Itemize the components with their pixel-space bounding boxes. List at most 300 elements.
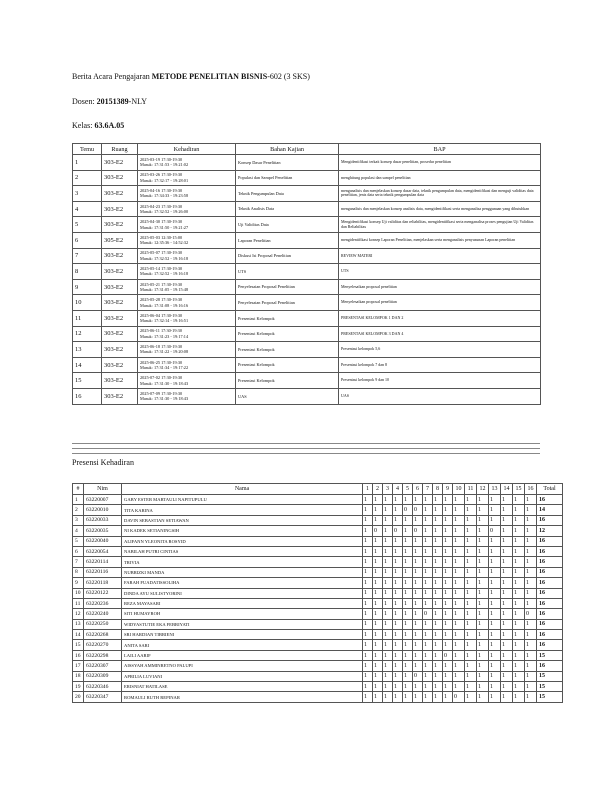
attendance-row: [73, 526, 563, 536]
attendance-mark: 1: [373, 650, 383, 660]
meeting-room: 303-E2: [102, 295, 138, 311]
attendance-mark: 1: [383, 557, 393, 567]
attendance-total: 15: [537, 692, 563, 702]
attendance-mark: 0: [489, 526, 501, 536]
attendance-mark: 1: [465, 588, 477, 598]
kelas-value: 63.6A.05: [94, 121, 125, 130]
col-session-13: 13: [489, 484, 501, 495]
attendance-mark: 1: [525, 692, 537, 702]
attendance-mark: 1: [489, 536, 501, 546]
attendance-mark: 1: [433, 578, 443, 588]
attendance-mark: 1: [443, 671, 453, 681]
student-name: WIDYASTUTIE EKA FEBRIYATI: [122, 619, 363, 629]
student-nim: 63220040: [84, 536, 122, 546]
student-name: SITI HUMAYROH: [122, 609, 363, 619]
meeting-kehadiran: [138, 279, 236, 295]
attendance-mark: 1: [393, 609, 403, 619]
student-name: ROMAULI RUTH REPINAR: [122, 692, 363, 702]
attendance-mark: 1: [403, 515, 413, 525]
meeting-room: 303-E2: [102, 201, 138, 217]
attendance-mark: 1: [373, 661, 383, 671]
attendance-row: [73, 536, 563, 546]
attendance-mark: 1: [423, 661, 433, 671]
meeting-bahan-kajian: Teknik Pengumpulan Data: [236, 186, 339, 202]
meeting-bahan-kajian: Populasi dan Sampel Penelitian: [236, 170, 339, 186]
attendance-row: [73, 515, 563, 525]
attendance-total: 16: [537, 515, 563, 525]
meeting-row: [73, 248, 541, 264]
student-number: 1: [73, 495, 84, 505]
col-session-5: 5: [403, 484, 413, 495]
attendance-row: [73, 588, 563, 598]
attendance-mark: 1: [393, 661, 403, 671]
meeting-number: 5: [73, 217, 102, 233]
attendance-mark: 0: [413, 505, 423, 515]
attendance-mark: 1: [363, 630, 373, 640]
attendance-total: 15: [537, 682, 563, 692]
attendance-mark: 1: [525, 630, 537, 640]
attendance-mark: 1: [413, 650, 423, 660]
attendance-mark: 1: [433, 557, 443, 567]
attendance-mark: 1: [501, 495, 513, 505]
attendance-mark: 1: [513, 536, 525, 546]
student-number: 10: [73, 588, 84, 598]
attendance-mark: 1: [453, 661, 465, 671]
attendance-mark: 1: [363, 526, 373, 536]
course-suffix: -602 (3 SKS): [267, 72, 310, 81]
attendance-mark: 1: [383, 536, 393, 546]
attendance-mark: 1: [453, 682, 465, 692]
attendance-mark: 1: [513, 515, 525, 525]
attendance-row: [73, 692, 563, 702]
attendance-mark: 1: [383, 650, 393, 660]
meeting-kehadiran: [138, 170, 236, 186]
attendance-mark: 1: [465, 609, 477, 619]
meeting-row: [73, 155, 541, 171]
student-name: ANITA SARI: [122, 640, 363, 650]
attendance-total: 14: [537, 505, 563, 515]
meeting-number: 1: [73, 155, 102, 171]
meeting-row: [73, 170, 541, 186]
attendance-mark: 1: [489, 630, 501, 640]
attendance-mark: 1: [383, 609, 393, 619]
attendance-mark: 1: [443, 557, 453, 567]
attendance-mark: 1: [373, 567, 383, 577]
meeting-number: 2: [73, 170, 102, 186]
attendance-mark: 1: [443, 682, 453, 692]
attendance-mark: 1: [453, 567, 465, 577]
attendance-mark: 1: [373, 619, 383, 629]
student-nim: 63220116: [84, 567, 122, 577]
student-number: 6: [73, 546, 84, 556]
student-number: 2: [73, 505, 84, 515]
meeting-check-in: Masuk: 17:32:14 - 19:16:51: [140, 318, 189, 324]
meeting-check-in: Masuk: 17:31:05 - 19:15:48: [140, 287, 189, 293]
attendance-mark: 1: [363, 546, 373, 556]
attendance-mark: 1: [383, 578, 393, 588]
meeting-row: [73, 373, 541, 389]
attendance-mark: 1: [363, 515, 373, 525]
attendance-mark: 1: [363, 536, 373, 546]
attendance-mark: 1: [501, 578, 513, 588]
attendance-row: [73, 505, 563, 515]
attendance-mark: 1: [383, 619, 393, 629]
attendance-mark: 1: [525, 578, 537, 588]
attendance-row: [73, 557, 563, 567]
attendance-mark: 1: [433, 505, 443, 515]
attendance-mark: 1: [477, 682, 489, 692]
attendance-mark: 1: [413, 588, 423, 598]
attendance-mark: 1: [513, 567, 525, 577]
attendance-mark: 1: [477, 557, 489, 567]
attendance-mark: 1: [501, 640, 513, 650]
meeting-check-in: Masuk: 17:32:17 - 19:28:01: [140, 177, 189, 183]
student-name: NI KADEK SETIANINGSIH: [122, 526, 363, 536]
attendance-mark: 1: [513, 650, 525, 660]
attendance-mark: 1: [453, 536, 465, 546]
student-nim: 63220010: [84, 505, 122, 515]
meeting-check-in: Masuk: 17:31:22 - 19:20:08: [140, 349, 189, 355]
meeting-row: [73, 326, 541, 342]
attendance-mark: 1: [443, 619, 453, 629]
attendance-mark: 1: [489, 650, 501, 660]
student-name: SRI HARDIAN TIBRIENI: [122, 630, 363, 640]
student-name: AISSYAH AMMINRETNO PALUPI: [122, 661, 363, 671]
attendance-mark: 1: [373, 588, 383, 598]
attendance-row: [73, 650, 563, 660]
meeting-bahan-kajian: Presentasi Kelompok: [236, 326, 339, 342]
attendance-mark: 1: [413, 598, 423, 608]
attendance-mark: 0: [413, 526, 423, 536]
meeting-kehadiran: [138, 217, 236, 233]
attendance-mark: 1: [489, 515, 501, 525]
meeting-bap: UAS: [339, 388, 541, 404]
meeting-row: [73, 279, 541, 295]
student-number: 18: [73, 671, 84, 681]
attendance-total: 15: [537, 671, 563, 681]
attendance-mark: 1: [443, 536, 453, 546]
attendance-mark: 1: [393, 630, 403, 640]
attendance-mark: 1: [403, 536, 413, 546]
attendance-mark: 1: [383, 505, 393, 515]
attendance-mark: 1: [513, 619, 525, 629]
attendance-mark: 1: [513, 495, 525, 505]
attendance-mark: 1: [513, 526, 525, 536]
meeting-check-in: Masuk: 17:31:30 - 19:18:43: [140, 380, 189, 386]
student-nim: 63220007: [84, 495, 122, 505]
attendance-mark: 1: [477, 546, 489, 556]
meeting-room: 303-E2: [102, 388, 138, 404]
attendance-mark: 1: [393, 598, 403, 608]
meeting-row: [73, 342, 541, 358]
attendance-mark: 1: [453, 526, 465, 536]
divider: [72, 448, 540, 449]
meeting-bahan-kajian: Presentasi Kelompok: [236, 342, 339, 358]
attendance-mark: 1: [423, 495, 433, 505]
attendance-mark: 1: [393, 682, 403, 692]
attendance-mark: 1: [393, 515, 403, 525]
attendance-mark: 1: [373, 598, 383, 608]
meeting-kehadiran: [138, 373, 236, 389]
meeting-number: 9: [73, 279, 102, 295]
meeting-number: 14: [73, 357, 102, 373]
attendance-mark: 1: [465, 630, 477, 640]
meeting-room: 303-E2: [102, 279, 138, 295]
attendance-mark: 1: [489, 609, 501, 619]
attendance-mark: 1: [363, 682, 373, 692]
student-nim: 63220347: [84, 692, 122, 702]
attendance-total: 16: [537, 640, 563, 650]
attendance-mark: 1: [443, 578, 453, 588]
attendance-row: [73, 598, 563, 608]
student-nim: 63220240: [84, 609, 122, 619]
meeting-row: [73, 201, 541, 217]
student-name: TRIVIA: [122, 557, 363, 567]
attendance-total: 16: [537, 578, 563, 588]
student-nim: 63220298: [84, 650, 122, 660]
attendance-mark: 1: [489, 598, 501, 608]
student-nim: 63220114: [84, 557, 122, 567]
attendance-mark: 1: [363, 495, 373, 505]
meeting-kehadiran: [138, 357, 236, 373]
attendance-mark: 1: [525, 546, 537, 556]
attendance-mark: 1: [363, 598, 373, 608]
col-session-11: 11: [465, 484, 477, 495]
attendance-mark: 1: [465, 567, 477, 577]
meeting-bap: Mengidentifikasi terkait konsep dasar penelitian, prosedur penelitian: [339, 155, 541, 171]
attendance-mark: 1: [443, 609, 453, 619]
meeting-schedule: 2025-03-26 17:30-19:30: [140, 172, 183, 178]
attendance-mark: 1: [513, 588, 525, 598]
attendance-mark: 1: [413, 546, 423, 556]
student-name: ALIFANN YLEONITA ROSYID: [122, 536, 363, 546]
student-nim: 63220118: [84, 578, 122, 588]
attendance-mark: 1: [383, 598, 393, 608]
attendance-mark: 1: [403, 495, 413, 505]
attendance-mark: 1: [383, 526, 393, 536]
meeting-schedule: 2025-04-30 17:30-19:30: [140, 219, 183, 225]
attendance-mark: 1: [525, 505, 537, 515]
attendance-mark: 1: [489, 495, 501, 505]
attendance-mark: 1: [433, 650, 443, 660]
meeting-check-in: Masuk: 17:31:53 - 19:21:02: [140, 162, 189, 168]
attendance-row: [73, 619, 563, 629]
attendance-mark: 1: [453, 588, 465, 598]
attendance-mark: 1: [363, 557, 373, 567]
attendance-mark: 1: [477, 598, 489, 608]
dosen-label: Dosen:: [72, 97, 95, 106]
meeting-row: [73, 357, 541, 373]
attendance-total: 12: [537, 526, 563, 536]
col-session-1: 1: [363, 484, 373, 495]
attendance-title: Presensi Kehadiran: [72, 458, 134, 467]
attendance-mark: 1: [433, 692, 443, 702]
meeting-kehadiran: [138, 310, 236, 326]
attendance-total: 16: [537, 567, 563, 577]
meeting-number: 6: [73, 232, 102, 248]
attendance-mark: 1: [465, 692, 477, 702]
attendance-mark: 1: [489, 619, 501, 629]
attendance-mark: 1: [403, 578, 413, 588]
meeting-schedule: 2025-03-19 17:30-19:30: [140, 156, 183, 162]
attendance-mark: 1: [501, 661, 513, 671]
attendance-mark: 1: [501, 682, 513, 692]
attendance-mark: 1: [525, 671, 537, 681]
meeting-number: 4: [73, 201, 102, 217]
meeting-bap: Presentasi kelompok 7 dan 8: [339, 357, 541, 373]
attendance-total: 15: [537, 650, 563, 660]
meeting-row: [73, 232, 541, 248]
meeting-row: [73, 295, 541, 311]
meeting-bahan-kajian: Diskusi Isi Proposal Penelitian: [236, 248, 339, 264]
attendance-total: 16: [537, 495, 563, 505]
attendance-mark: 1: [433, 619, 443, 629]
attendance-mark: 1: [383, 588, 393, 598]
meeting-check-in: Masuk: 12:35:36 - 14:52:32: [140, 240, 189, 246]
attendance-mark: 1: [393, 619, 403, 629]
attendance-mark: 1: [453, 546, 465, 556]
attendance-mark: 1: [477, 692, 489, 702]
col-nim: Nim: [84, 484, 122, 495]
attendance-mark: 1: [525, 598, 537, 608]
attendance-mark: 1: [373, 515, 383, 525]
student-number: 16: [73, 650, 84, 660]
attendance-mark: 1: [383, 661, 393, 671]
attendance-mark: 1: [465, 546, 477, 556]
attendance-mark: 1: [465, 505, 477, 515]
divider: [72, 443, 540, 444]
attendance-mark: 1: [433, 546, 443, 556]
col-session-15: 15: [513, 484, 525, 495]
meeting-bap: menghitung populasi dan sampel penelitian: [339, 170, 541, 186]
attendance-mark: 1: [373, 640, 383, 650]
attendance-header-row: [73, 484, 563, 495]
attendance-row: [73, 546, 563, 556]
attendance-row: [73, 661, 563, 671]
meeting-number: 8: [73, 264, 102, 280]
meeting-bahan-kajian: Presentasi Kelompok: [236, 310, 339, 326]
attendance-mark: 1: [453, 650, 465, 660]
attendance-mark: 1: [373, 546, 383, 556]
attendance-total: 16: [537, 661, 563, 671]
attendance-mark: 1: [413, 495, 423, 505]
attendance-mark: 1: [393, 650, 403, 660]
attendance-mark: 1: [433, 598, 443, 608]
attendance-mark: 1: [433, 630, 443, 640]
kelas-label: Kelas:: [72, 121, 93, 130]
col-session-10: 10: [453, 484, 465, 495]
attendance-row: [73, 495, 563, 505]
student-name: DAVIN SEBASTIAN SETIAWAN: [122, 515, 363, 525]
meeting-check-in: Masuk: 17:31:34 - 19:17:22: [140, 365, 189, 371]
attendance-row: [73, 609, 563, 619]
attendance-mark: 1: [443, 630, 453, 640]
attendance-mark: 1: [403, 567, 413, 577]
attendance-mark: 1: [393, 567, 403, 577]
attendance-mark: 1: [501, 609, 513, 619]
meeting-schedule: 2025-06-04 17:30-19:30: [140, 312, 183, 318]
attendance-mark: 1: [501, 671, 513, 681]
meeting-room: 303-E2: [102, 357, 138, 373]
attendance-mark: 1: [373, 505, 383, 515]
attendance-mark: 1: [453, 671, 465, 681]
student-nim: 63220307: [84, 661, 122, 671]
attendance-mark: 1: [393, 495, 403, 505]
attendance-mark: 1: [363, 619, 373, 629]
attendance-mark: 1: [513, 546, 525, 556]
meeting-number: 12: [73, 326, 102, 342]
attendance-mark: 1: [403, 557, 413, 567]
attendance-table: [72, 483, 563, 703]
attendance-mark: 1: [443, 588, 453, 598]
col-bahan-kajian: Bahan Kajian: [236, 144, 339, 155]
attendance-mark: 1: [433, 671, 443, 681]
attendance-mark: 1: [501, 588, 513, 598]
student-nim: 63220035: [84, 526, 122, 536]
attendance-mark: 1: [403, 650, 413, 660]
attendance-mark: 1: [453, 557, 465, 567]
meeting-bahan-kajian: Teknik Analisis Data: [236, 201, 339, 217]
attendance-mark: 1: [477, 567, 489, 577]
attendance-mark: 1: [477, 526, 489, 536]
student-number: 4: [73, 526, 84, 536]
meeting-kehadiran: [138, 155, 236, 171]
student-number: 15: [73, 640, 84, 650]
student-number: 13: [73, 619, 84, 629]
attendance-mark: 1: [363, 588, 373, 598]
meeting-check-in: Masuk: 17:32:52 - 19:16:18: [140, 271, 189, 277]
attendance-mark: 1: [501, 526, 513, 536]
attendance-mark: 0: [423, 609, 433, 619]
meeting-room: 305-E2: [102, 232, 138, 248]
attendance-row: [73, 567, 563, 577]
attendance-mark: 1: [373, 671, 383, 681]
meeting-room: 303-E2: [102, 264, 138, 280]
attendance-mark: 1: [465, 515, 477, 525]
attendance-mark: 1: [443, 505, 453, 515]
attendance-mark: 1: [373, 682, 383, 692]
student-name: LAILI AARIF: [122, 650, 363, 660]
student-number: 5: [73, 536, 84, 546]
attendance-mark: 1: [501, 692, 513, 702]
student-number: 12: [73, 609, 84, 619]
course-name: METODE PENELITIAN BISNIS: [151, 72, 268, 81]
student-name: ERISNIAT HATILASE: [122, 682, 363, 692]
attendance-mark: 1: [363, 650, 373, 660]
meeting-bap: Menyelesaikan proposal penelitian: [339, 295, 541, 311]
attendance-mark: 1: [383, 495, 393, 505]
attendance-mark: 1: [453, 619, 465, 629]
meeting-room: 303-E2: [102, 217, 138, 233]
meeting-number: 13: [73, 342, 102, 358]
meeting-bap: UTS: [339, 264, 541, 280]
col-session-14: 14: [501, 484, 513, 495]
attendance-mark: 1: [403, 588, 413, 598]
student-name: DINDA AYU SULISTYORINI: [122, 588, 363, 598]
attendance-mark: 1: [513, 661, 525, 671]
attendance-mark: 1: [423, 526, 433, 536]
attendance-mark: 1: [423, 515, 433, 525]
student-nim: 63220054: [84, 546, 122, 556]
attendance-mark: 1: [477, 495, 489, 505]
meeting-row: [73, 388, 541, 404]
meeting-bap: Presentasi kelompok 9 dan 10: [339, 373, 541, 389]
col-session-16: 16: [525, 484, 537, 495]
meeting-number: 11: [73, 310, 102, 326]
meeting-bahan-kajian: UTS: [236, 264, 339, 280]
col-session-2: 2: [373, 484, 383, 495]
meeting-kehadiran: [138, 326, 236, 342]
